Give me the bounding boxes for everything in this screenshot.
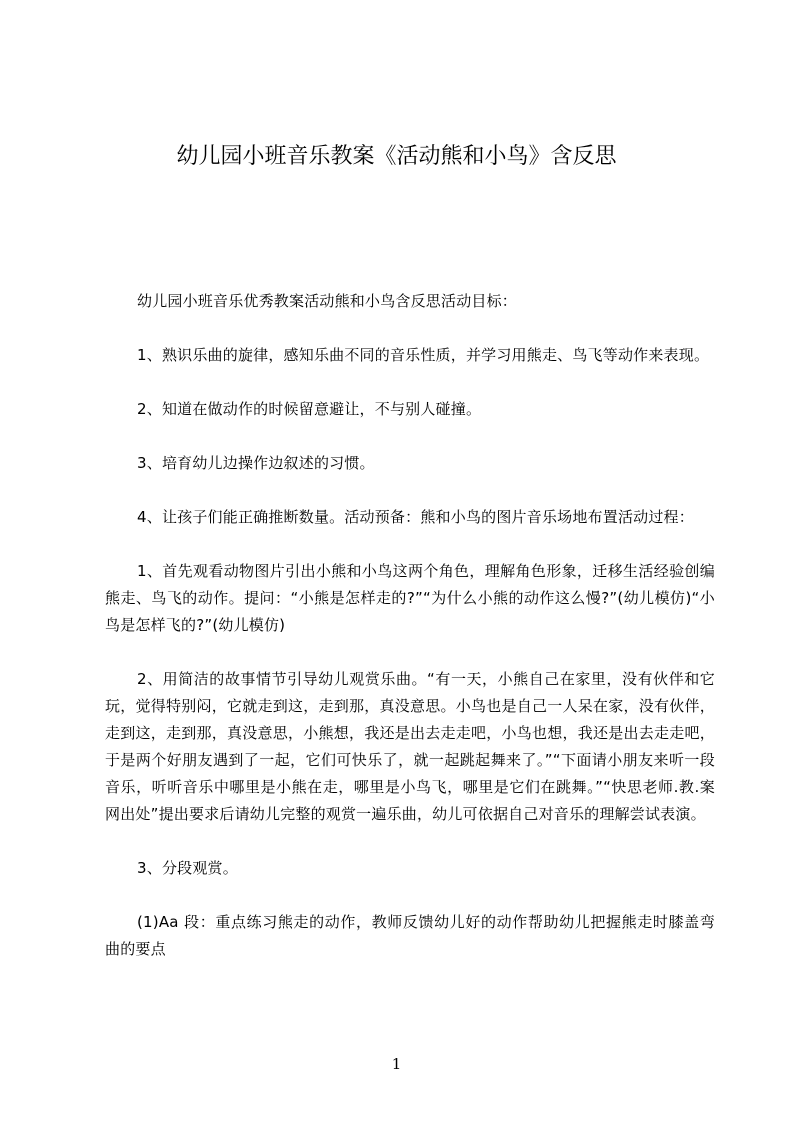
paragraph-goal-3: 3、培育幼儿边操作边叙述的习惯。 <box>137 454 375 472</box>
paragraph-process-3-a: (1)Aa 段：重点练习熊走的动作，教师反馈幼儿好的动作帮助幼儿把握熊走时膝盖弯曲的要点 <box>105 913 715 958</box>
paragraph-process-2: 2、用简洁的故事情节引导幼儿观赏乐曲。“有一天，小熊自己在家里，没有伙伴和它玩，觉得特别闷，它就走到这，走到那，真没意思。小鸟也是自己一人呆在家，没有伙伴，走到这，走到那，真没意思，小熊想，我还是出去走走吧，小鸟也想，我还是出去走走吧，于是两个好朋友遇到了一起，它们可快乐了，就一起跳起舞来了。”“下面请小朋友来听一段音乐，听听音乐中哪里是小熊在走，哪里是小鸟飞，哪里是它们在跳舞。”“快思老师.教.案网出处”提出要求后请幼儿完整的观赏一遍乐曲，幼儿可依据自己对音乐的理解尝试表演。 <box>105 670 715 823</box>
paragraph-goals-intro: 幼儿园小班音乐优秀教案活动熊和小鸟含反思活动目标： <box>137 292 518 310</box>
paragraph-goal-4: 4、让孩子们能正确推断数量。活动预备：熊和小鸟的图片音乐场地布置活动过程： <box>137 508 694 526</box>
paragraph-process-3: 3、分段观赏。 <box>137 859 238 877</box>
document-body <box>105 288 715 990</box>
paragraph-process-1: 1、首先观看动物图片引出小熊和小鸟这两个角色，理解角色形象，迁移生活经验创编熊走、鸟飞的动作。提问：“小熊是怎样走的?”“为什么小熊的动作这么慢?”(幼儿模仿)“小鸟是怎样飞的?”(幼儿模仿) <box>105 562 715 634</box>
paragraph-goal-2: 2、知道在做动作的时候留意避让，不与别人碰撞。 <box>137 400 482 418</box>
document-title: 幼儿园小班音乐教案《活动熊和小鸟》含反思 <box>176 144 617 169</box>
paragraph-goal-1: 1、熟识乐曲的旋律，感知乐曲不同的音乐性质，并学习用熊走、鸟飞等动作来表现。 <box>137 346 710 364</box>
page-number: 1 <box>391 1055 402 1073</box>
